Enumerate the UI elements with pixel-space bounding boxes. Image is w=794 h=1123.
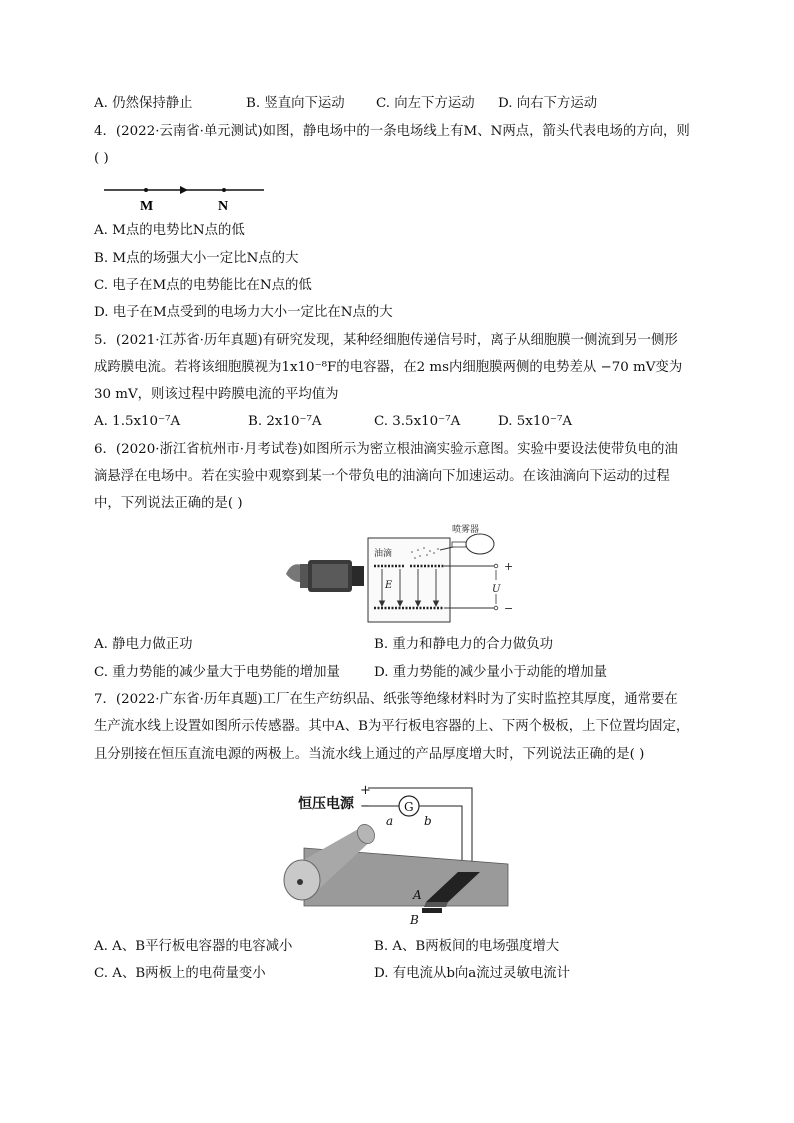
q3-option-a: A. 仍然保持静止 (94, 96, 193, 111)
q6-stem-line1: 6．(2020·浙江省杭州市·月考试卷)如图所示为密立根油滴实验示意图。实验中要设法使带负电的油 (94, 442, 678, 457)
q6-stem-line2: 滴悬浮在电场中。若在实验中观察到某一个带负电的油滴向下加速运动。在该油滴向下运动的过程 (94, 469, 670, 484)
q4-answer-paren: ( ) (94, 151, 109, 166)
q6-stem-line3: 中，下列说法正确的是( ) (94, 496, 243, 511)
fig-label-plate-a: A (413, 888, 422, 902)
fig-label-b-small: b (424, 814, 432, 828)
fig-label-a-small: a (386, 814, 394, 828)
q4-stem: 4．(2022·云南省·单元测试)如图，静电场中的一条电场线上有M、N两点，箭头代表电场的方向，则 (94, 124, 690, 139)
q7-sensor-figure (280, 776, 512, 928)
fig-label-m: M (140, 199, 154, 214)
q5-option-d: D. 5x10⁻⁷A (498, 414, 572, 429)
fig-label-plate-b: B (410, 913, 419, 927)
fig-label-sprayer: 喷雾器 (452, 525, 480, 535)
q4-option-c: C. 电子在M点的电势能比在N点的低 (94, 278, 312, 293)
q5-option-b: B. 2x10⁻⁷A (248, 414, 322, 429)
q7-option-c: C. A、B两板上的电荷量变小 (94, 966, 266, 981)
q7-stem-line3: 且分别接在恒压直流电源的两极上。当流水线上通过的产品厚度增大时，下列说法正确的是( ) (94, 747, 645, 762)
q5-stem-line3: 30 mV，则该过程中跨膜电流的平均值为 (94, 387, 339, 402)
q4-option-d: D. 电子在M点受到的电场力大小一定比在N点的大 (94, 305, 393, 320)
fig-label-e: E (385, 580, 393, 591)
q7-option-a: A. A、B平行板电容器的电容减小 (94, 939, 293, 954)
q7-option-d: D. 有电流从b向a流过灵敏电流计 (374, 966, 571, 981)
q4-option-b: B. M点的场强大小一定比N点的大 (94, 251, 299, 266)
q5-option-c: C. 3.5x10⁻⁷A (374, 414, 461, 429)
fig-plus-sign: + (360, 783, 371, 798)
q6-millikan-figure (282, 522, 522, 628)
q5-stem-line2: 成跨膜电流。若将该细胞膜视为1x10⁻⁸F的电容器，在2 ms内细胞膜两侧的电势差从 −70 mV变为 (94, 360, 683, 375)
fig-plus-sign: + (504, 560, 514, 573)
q4-option-a: A. M点的电势比N点的低 (94, 223, 245, 238)
fig-label-u: U (492, 584, 501, 595)
q6-option-c: C. 重力势能的减少量大于电势能的增加量 (94, 665, 340, 680)
q5-option-a: A. 1.5x10⁻⁷A (94, 414, 181, 429)
q7-option-b: B. A、B两板间的电场强度增大 (374, 939, 560, 954)
q7-stem-line2: 生产流水线上设置如图所示传感器。其中A、B为平行板电容器的上、下两个极板，上下位置均固定， (94, 719, 690, 734)
fig-minus-sign: − (504, 602, 514, 615)
fig-label-oil: 油滴 (374, 549, 393, 559)
fig-minus-sign: − (360, 799, 371, 814)
q3-option-b: B. 竖直向下运动 (246, 96, 345, 111)
q5-stem-line1: 5．(2021·江苏省·历年真题)有研究发现，某种经细胞传递信号时，离子从细胞膜一侧流到另一侧形 (94, 333, 678, 348)
q3-option-c: C. 向左下方运动 (376, 96, 475, 111)
arrow-right-icon (180, 186, 188, 194)
q6-option-d: D. 重力势能的减少量小于动能的增加量 (374, 665, 608, 680)
q6-option-a: A. 静电力做正功 (94, 637, 193, 652)
q6-option-b: B. 重力和静电力的合力做负功 (374, 637, 554, 652)
q3-option-d: D. 向右下方运动 (498, 96, 598, 111)
q7-stem-line1: 7．(2022·广东省·历年真题)工厂在生产纺织品、纸张等绝缘材料时为了实时监控其厚度，通常要在 (94, 692, 678, 707)
q4-field-line-figure (100, 180, 270, 216)
fig-source-label: 恒压电源 (298, 796, 354, 812)
fig-label-g: G (404, 800, 414, 814)
fig-label-n: N (218, 199, 229, 214)
